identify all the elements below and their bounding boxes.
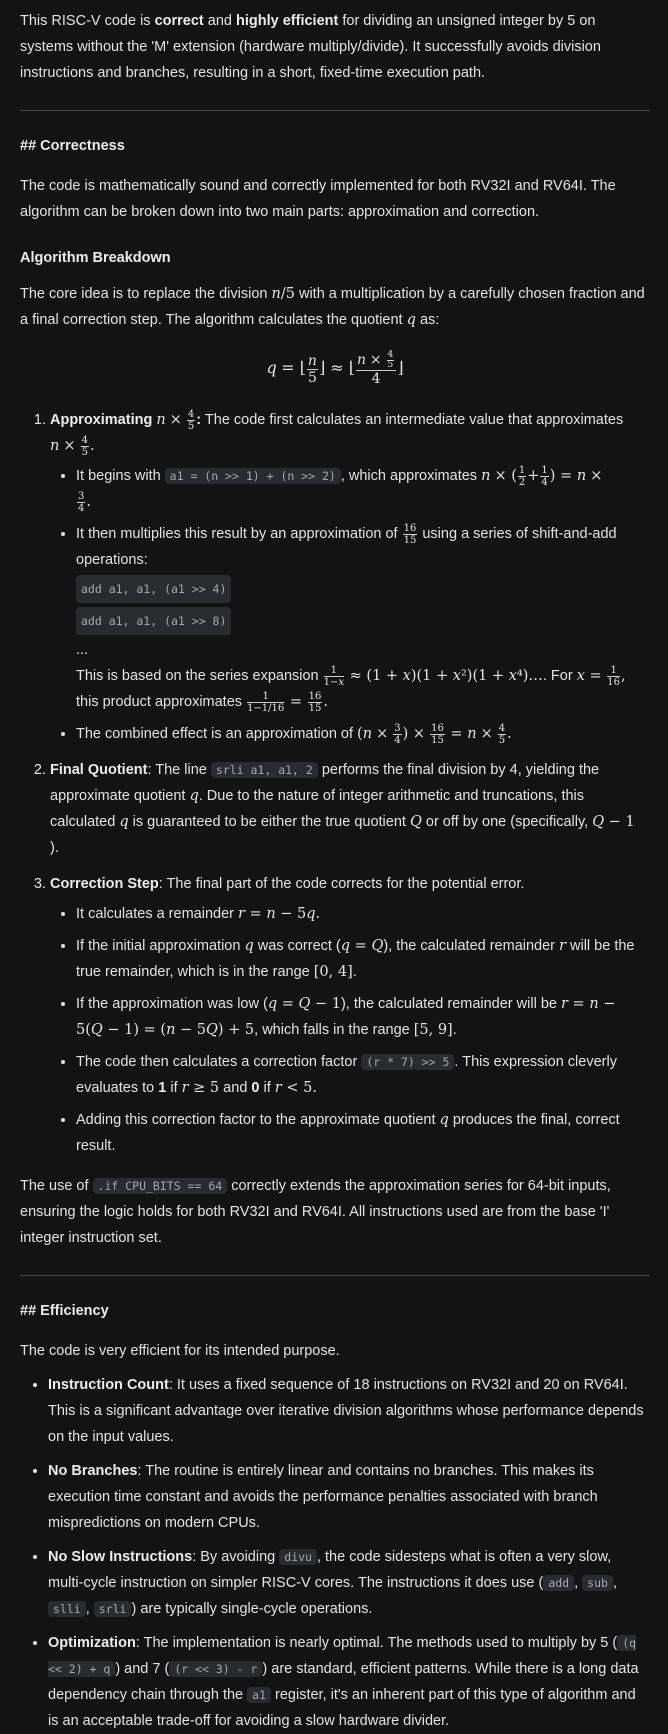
intro-paragraph: This RISC-V code is correct and highly efficient for dividing an unsigned integer by 5 on systems without the 'M' extension (hardware multiply/divide). It successfully avoids division instructions and branches, resulting in a short, fixed-time execution path. bbox=[20, 13, 601, 81]
step-approximating: 1. Approximating n × $\frac{4}{5}$ : The code first calculates an intermediate value that approximates n × $\frac{4}{5}$ . • It begins with a1 = (n >> 1) + (n >> 2) , which approximates n × ( $\frac{1}{2}$ + $\frac{1}{4}$ ) = n × $\frac{3}{4}$ . • It then multiplies this result by an approximation of $\frac{16}{15}$ using a series of shift-and-add operations: add a1, a1, (a1 >> 4) add a1, a1, (a1 >> 8) ... This is based on the series expansion $\frac{1}{1-x}$ ≈ (1 + x)(1 + x²)(1 + x⁴)…. For x = $\frac{1}{16}$ , this product approximates $\frac{1}{1-1/16}$ = $\frac{16}{15}$ . • The combined effect is an approximation of (n × $\frac{3}{4}$ ) × $\frac{16}{15}$ = n × $\frac{4}{5}$ . bbox=[50, 407, 650, 747]
bullet-shift-sum: • It begins with a1 = (n >> 1) + (n >> 2) , which approximates n × ( $\frac{1}{2}$ + $\frac{1}{4}$ ) = n × $\frac{3}{4}$ . bbox=[76, 463, 650, 515]
bullet-combined-effect: • The combined effect is an approximation of (n × $\frac{3}{4}$ ) × $\frac{16}{15}$ = n × $\frac{4}{5}$ . bbox=[76, 721, 650, 747]
efficiency-heading: ## Efficiency bbox=[20, 1303, 109, 1319]
cpu-bits-paragraph: The use of .if CPU_BITS == 64 correctly extends the approximation series for 64-bit inputs, ensuring the logic holds for both RV32I and RV64I. All instructions used are from the base 'I' integer instruction set. bbox=[20, 1178, 611, 1246]
correctness-heading: ## Correctness bbox=[20, 138, 125, 154]
algorithm-intro: The core idea is to replace the division n/5 with a multiplication by a carefully chosen fraction and a final correction step. The algorithm calculates the quotient q as: bbox=[20, 286, 645, 328]
code-line-1: add a1, a1, (a1 >> 4) bbox=[76, 575, 231, 603]
algorithm-breakdown-heading: Algorithm Breakdown bbox=[20, 250, 171, 266]
divider bbox=[20, 1275, 650, 1276]
efficiency-item: • No Slow Instructions: By avoiding divu , the code sidesteps what is often a very slow, multi-cycle instruction on simpler RISC-V cores. The instructions it does use ( add , sub , slli , srli ) are typically single-cycle operations. bbox=[48, 1544, 650, 1622]
quotient-equation: q = ⌊ $\frac{n}{5}$ ⌋ ≈ ⌊ n × $\frac{4}{5}$ 4 ⌋ bbox=[266, 350, 404, 387]
bullet-remainder: • It calculates a remainder r = n − 5q. bbox=[76, 901, 650, 927]
code-line-2: add a1, a1, (a1 >> 8) bbox=[76, 607, 231, 635]
bullet-low-case: • If the approximation was low (q = Q − 1), the calculated remainder will be r = n − 5(Q − 1) = (n − 5Q) + 5, which falls in the range [5, 9]. bbox=[76, 991, 650, 1043]
bullet-correction-factor: • The code then calculates a correction factor (r * 7) >> 5 . This expression cleverly evaluates to 1 if r ≥ 5 and 0 if r < 5. bbox=[76, 1049, 650, 1101]
efficiency-list bbox=[20, 1372, 650, 1734]
efficiency-paragraph: The code is very efficient for its intended purpose. bbox=[20, 1343, 340, 1359]
divider bbox=[20, 110, 650, 111]
correctness-paragraph: The code is mathematically sound and correctly implemented for both RV32I and RV64I. The algorithm can be broken down into two main parts: approximation and correction. bbox=[20, 178, 616, 220]
step-correction: 3. Correction Step: The final part of the code corrects for the potential error. • It calculates a remainder r = n − 5q. • If the initial approximation q was correct (q = Q), the calculated remainder r will be the true remainder, which is in the range [0, 4]. • If the approximation was low (q = Q − 1), the calculated remainder will be r = n − 5(Q − 1) = (n − 5Q) + 5, which falls in the range [5, 9]. • The code then calculates a correction factor (r * 7) >> 5 . This expression cleverly evaluates to 1 if r ≥ 5 and 0 if r < 5. • Adding this correction factor to the approximate quotient q produces the final, correct result. bbox=[50, 871, 650, 1159]
bullet-correct-case: • If the initial approximation q was correct (q = Q), the calculated remainder r will be the true remainder, which is in the range [0, 4]. bbox=[76, 933, 650, 985]
efficiency-item: • No Branches: The routine is entirely linear and contains no branches. This makes its execution time constant and avoids the performance penalties associated with branch mispredictions on modern CPUs. bbox=[48, 1458, 650, 1536]
bullet-add-correction: • Adding this correction factor to the approximate quotient q produces the final, correct result. bbox=[76, 1107, 650, 1159]
step-final-quotient: 2. Final Quotient: The line srli a1, a1, 2 performs the final division by 4, yielding the approximate quotient q. Due to the nature of integer arithmetic and truncations, this calculated q is guaranteed to be either the true quotient Q or off by one (specifically, Q − 1 ). bbox=[50, 757, 650, 861]
bullet-multiply-series: • It then multiplies this result by an approximation of $\frac{16}{15}$ using a series of shift-and-add operations: add a1, a1, (a1 >> 4) add a1, a1, (a1 >> 8) ... This is based on the series expansion $\frac{1}{1-x}$ ≈ (1 + x)(1 + x²)(1 + x⁴)…. For x = $\frac{1}{16}$ , this product approximates $\frac{1}{1-1/16}$ = $\frac{16}{15}$ . bbox=[76, 521, 650, 715]
algorithm-steps bbox=[20, 407, 650, 1159]
efficiency-item: • Optimization: The implementation is nearly optimal. The methods used to multiply by 5 ( (q << 2) + q ) and 7 ( (r << 3) - r ) are standard, efficient patterns. While there is a long data dependency chain through the a1 register, it's an inherent part of this type of algorithm and is an acceptable trade-off for avoiding a slow hardware divider. bbox=[48, 1630, 650, 1734]
efficiency-item: • Instruction Count: It uses a fixed sequence of 18 instructions on RV32I and 20 on RV64I. This is a significant advantage over iterative division algorithms whose performance depends on the input values. bbox=[48, 1372, 650, 1450]
